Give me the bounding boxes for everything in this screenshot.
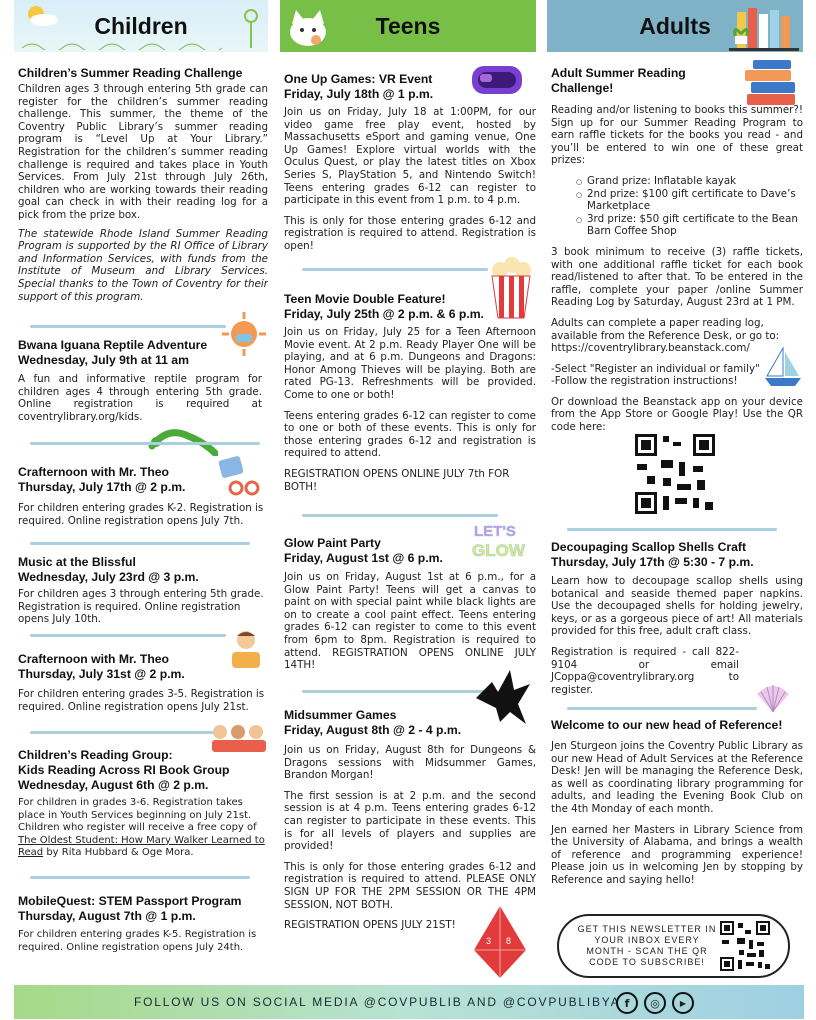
reptile-section	[18, 338, 268, 423]
event-body: For children ages 3 through entering 5th grade. Registration is required. Online registration opens July 10th.	[18, 588, 264, 626]
event-subtitle: Kids Reading Across RI Book Group	[18, 763, 230, 777]
divider	[30, 634, 226, 637]
adults-banner	[547, 0, 803, 52]
teens-banner	[280, 0, 536, 52]
event-date: Wednesday, July 9th at 11 am	[18, 353, 189, 367]
divider	[567, 528, 777, 531]
event-title: Crafternoon with Mr. Theo	[18, 465, 169, 479]
flower-icon	[236, 4, 266, 48]
svg-text:8: 8	[506, 936, 512, 946]
crafternoon-1-section	[18, 465, 268, 527]
event-body: A fun and informative reptile program for children ages 4 through entering 5th grade. Online registration is required at coventrylibrary.org/kids.	[18, 373, 262, 423]
newsletter-signup-badge[interactable]	[557, 914, 790, 978]
iguana-icon	[148, 418, 218, 456]
event-body: Join us on Friday, August 1st at 6 p.m., for a Glow Paint Party! Teens will get a canvas to paint on with special paint while black lights are on to create a cool paint effect. Teens entering grades 6-12 can register to come to this event from 6pm to 8pm. Registration is required to attend. REGISTRATION OPENS ONLINE JULY 14TH!	[284, 571, 536, 672]
prize-item: ○ 3rd prize: $50 gift certificate to the Bean Barn Coffee Shop	[587, 213, 803, 238]
children-banner	[14, 0, 268, 52]
event-title: Crafternoon with Mr. Theo	[18, 652, 169, 666]
vr-event-section	[284, 72, 536, 253]
divider	[30, 731, 216, 734]
event-body-3: Adults can complete a paper reading log, available from the Reference Desk, or go to: https://coventrylibrary.beanstack.com/	[551, 316, 780, 355]
summer-reading-section	[18, 66, 268, 303]
event-body-3: REGISTRATION OPENS ONLINE JULY 7th FOR BOTH!	[284, 467, 510, 493]
book-title: The Oldest Student: How Mary Walker Learned to Read	[18, 834, 265, 859]
event-title: Children’s Summer Reading Challenge	[18, 66, 243, 80]
teens-heading: Teens	[375, 12, 441, 39]
event-title: Bwana Iguana Reptile Adventure	[18, 338, 208, 352]
prize-item: ○ Grand prize: Inflatable kayak	[587, 175, 803, 188]
event-date: Wednesday, August 6th @ 2 p.m.	[18, 778, 209, 792]
divider	[30, 325, 226, 328]
event-body-2: Registration is required - call 822-9104 or email JCoppa@coventrylibrary.org to register.	[551, 645, 739, 696]
event-body: For children entering grades 3-5. Registration is required. Online registration opens July 21st.	[18, 688, 265, 713]
event-body: Children ages 3 through entering 5th grade can register for the children’s summer reading challenge. This summer, the theme of the Coventry Public Library’s summer reading program is “Level Up at Your Library.” Registration for the children’s summer reading challenge is required and takes place in Youth Services. From July 21st through July 26th, children who are working towards their reading goal can check in with their reading log for a pick from the prize box.	[18, 83, 268, 221]
event-date: Friday, July 25th @ 2 p.m. & 6 p.m.	[284, 307, 484, 321]
event-title: Music at the Blissful	[18, 555, 136, 569]
event-date: Thursday, July 17th @ 5:30 - 7 p.m.	[551, 555, 754, 569]
adults-heading: Adults	[639, 12, 711, 39]
stem-section	[18, 894, 268, 954]
d20-dice-icon	[472, 904, 528, 980]
event-title: Adult Summer Reading Challenge!	[551, 66, 686, 95]
children-heading: Children	[94, 12, 188, 39]
adults-column	[547, 0, 803, 985]
event-body-3: This is only for those entering grades 6-12 and registration is required to attend. PLEASE ONLY SIGN UP FOR THE 2PM SESSION OR THE 4PM SESSION, NOT BOTH.	[284, 860, 536, 911]
glow-paint-section	[284, 536, 536, 672]
divider	[30, 542, 250, 545]
event-date: Thursday, July 17th @ 2 p.m.	[18, 480, 186, 494]
midsummer-games-section	[284, 708, 536, 932]
event-body: For children entering grades K-2. Registration is required. Online registration opens July 7th.	[18, 502, 264, 527]
event-note: The statewide Rhode Island Summer Reading Program is supported by the RI Office of Library and Information Services, with funds from the Institute of Museum and Library Services. Special thanks to the Town of Coventry for their support of this program.	[18, 227, 268, 303]
event-date: Wednesday, July 23rd @ 3 p.m.	[18, 570, 199, 584]
event-body: Jen Sturgeon joins the Coventry Public Library as our new Head of Adult Services at the Reference Desk! Jen will be managing the Reference Desk, as well as coordinating library programming for adults, and leading the Evening Book Club on the 4th Monday of each month.	[551, 740, 803, 815]
music-section	[18, 555, 268, 626]
event-title: One Up Games: VR Event	[284, 72, 433, 86]
plant-icon	[731, 24, 751, 46]
svg-text:GLOW: GLOW	[472, 541, 525, 560]
shells-craft-section	[551, 540, 803, 696]
event-body: Join us on Friday, July 18 at 1:00PM, for our video game free play event, hosted by Massachusetts eSport and gaming venue, One Up Games! Explore virtual worlds with the Oculus Quest, or play the latest titles on Xbox Series S, PlayStation 5, and Nintendo Switch! Teens entering grades 6-12 can register to participate in this event from 1 p.m. to 4 p.m.	[284, 106, 536, 207]
event-date: Friday, July 18th @ 1 p.m.	[284, 87, 434, 101]
event-date: Thursday, August 7th @ 1 p.m.	[18, 909, 196, 923]
event-body: Reading and/or listening to books this summer?! Sign up for our Summer Reading Program to earn raffle tickets for the books you read - and you’ll be entered to win one of these great prizes:	[551, 104, 803, 167]
scallop-shell-icon	[755, 682, 791, 714]
divider	[30, 442, 260, 445]
event-title: MobileQuest: STEM Passport Program	[18, 894, 242, 908]
newsletter-text: GET THIS NEWSLETTER IN YOUR INBOX EVERY MONTH - SCAN THE QR CODE TO SUBSCRIBE!	[577, 924, 717, 967]
newsletter-qr-code[interactable]	[719, 920, 771, 972]
event-body-2: Jen earned her Masters in Library Science from the University of Alabama, and brings a wealth of reference and programming experience! Please join us in welcoming Jen by stopping by Reference and saying hello!	[551, 823, 803, 886]
children-column	[14, 0, 268, 985]
event-body-2: This is only for those entering grades 6-12 and registration is required to attend. Registration is open!	[284, 214, 536, 252]
event-body: For children in grades 3-6. Registration takes place in Youth Services beginning on July 21st. Children who register will receive a free copy of The Oldest Student: How Mary Walker Learned to Read by Rita Hubbard & Oge Mora.	[18, 797, 265, 859]
facebook-icon[interactable]: f	[616, 992, 638, 1014]
divider	[302, 514, 498, 517]
divider	[302, 268, 488, 271]
event-date: Friday, August 1st @ 6 p.m.	[284, 551, 443, 565]
event-body-4: Or download the Beanstack app on your device from the App Store or Google Play! Use the QR code here:	[551, 395, 803, 434]
event-body: Join us on Friday, July 25 for a Teen Afternoon Movie event. At 2 p.m. Ready Player One will be playing, and at 6 p.m. Dungeons and Dragons: Honor Among Thieves will be playing. Both are rated PG-13. Refreshments will be provided. Come to one or both!	[284, 326, 536, 401]
event-body: Join us on Friday, August 8th for Dungeons & Dragons sessions with Midsummer Games, Brandon Morgan!	[284, 744, 536, 782]
prize-item: ○ 2nd prize: $100 gift certificate to Dave’s Marketplace	[587, 188, 803, 213]
prize-list	[587, 175, 803, 238]
cat-icon	[286, 6, 330, 48]
registration-step: -Select "Register an individual or family"	[551, 362, 760, 375]
event-body-2: 3 book minimum to receive (3) raffle tickets, with one additional raffle ticket for each book read/listened to after that. To be entered in the raffle, complete your paper /online Summer Reading Log by Saturday, August 23rd at 1 PM.	[551, 245, 803, 309]
instagram-icon[interactable]: ◎	[644, 992, 666, 1014]
svg-text:LET'S: LET'S	[474, 523, 516, 540]
teens-column	[280, 0, 536, 985]
sun-cloud-icon	[22, 4, 62, 28]
event-title: Glow Paint Party	[284, 536, 381, 550]
event-body-2: Teens entering grades 6-12 can register to come to one or both of these events. This is only for those entering grades 6-12 and registration is required to attend.	[284, 409, 536, 460]
event-title: Teen Movie Double Feature!	[284, 292, 446, 306]
event-body: For children entering grades K-5. Registration is required. Online registration opens July 24th.	[18, 929, 257, 953]
event-title: Welcome to our new head of Reference!	[551, 718, 783, 732]
event-date: Friday, August 8th @ 2 - 4 p.m.	[284, 723, 462, 737]
divider	[567, 707, 757, 710]
beanstack-qr-code[interactable]	[633, 432, 717, 516]
sailboat-icon	[763, 346, 803, 390]
crafternoon-2-section	[18, 652, 268, 713]
svg-text:3: 3	[486, 936, 492, 946]
event-date: Thursday, July 31st @ 2 p.m.	[18, 667, 185, 681]
grass-icon	[22, 40, 222, 50]
registration-step: -Follow the registration instructions!	[551, 375, 738, 388]
event-body-4: REGISTRATION OPENS JULY 21ST!	[284, 919, 456, 932]
event-title: Midsummer Games	[284, 708, 397, 722]
social-media-footer	[14, 985, 804, 1019]
event-body: Learn how to decoupage scallop shells using botanical and seaside themed paper napkins. Use the decoupaged shells for holding jewelry, keys, or as a gorgeous piece of art! All materials provided for this free, adult craft class.	[551, 575, 803, 638]
event-title: Decoupaging Scallop Shells Craft	[551, 540, 747, 554]
event-title: Children’s Reading Group:	[18, 748, 173, 762]
reading-group-section	[18, 748, 268, 860]
new-reference-head-section	[551, 718, 803, 887]
divider	[30, 876, 250, 879]
divider	[302, 690, 498, 693]
youtube-icon[interactable]: ▶	[672, 992, 694, 1014]
event-body-2: The first session is at 2 p.m. and the second session is at 4 p.m. Teens entering grades 6-12 can register to participate in these events. This is for all levels of players and supplies are provided!	[284, 789, 536, 853]
footer-text: FOLLOW US ON SOCIAL MEDIA @COVPUBLIB AND @COVPUBLIBYA	[134, 995, 621, 1009]
movie-section	[284, 292, 536, 493]
